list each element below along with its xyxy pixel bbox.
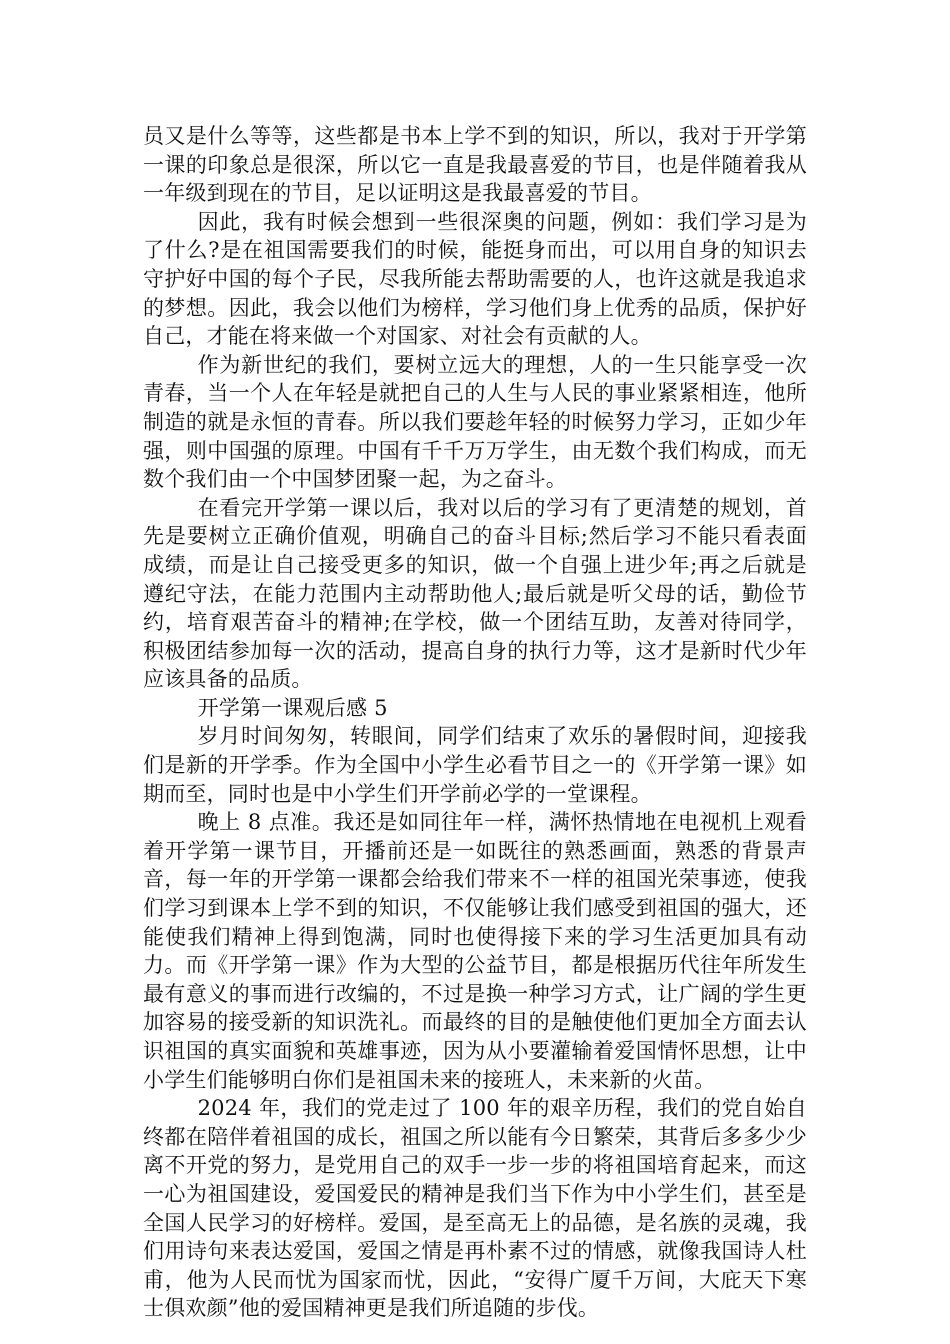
paragraph: 在看完开学第一课以后，我对以后的学习有了更清楚的规划，首先是要树立正确价值观，明确自己的奋斗目标;然后学习不能只看表面成绩，而是让自己接受更多的知识，做一个自强上进少年;再之后就是遵纪守法，在能力范围内主动帮助他人;最后就是听父母的话，勤俭节约，培育艰苦奋斗的精神;在学校，做一个团结互助，友善对待同学，积极团结参加每一次的活动，提高自身的执行力等，这才是新时代少年应该具备的品质。 <box>143 495 807 692</box>
section-heading: 开学第一课观后感 5 <box>197 695 388 720</box>
paragraph: 作为新世纪的我们，要树立远大的理想，人的一生只能享受一次青春，当一个人在年轻是就把自己的人生与人民的事业紧紧相连，他所制造的就是永恒的青春。所以我们要趁年轻的时候努力学习，正如少年强，则中国强的原理。中国有千千万万学生，由无数个我们构成，而无数个我们由一个中国梦团聚一起，为之奋斗。 <box>143 352 807 492</box>
paragraph: 因此，我有时候会想到一些很深奥的问题，例如：我们学习是为了什么?是在祖国需要我们的时候，能挺身而出，可以用自身的知识去守护好中国的每个子民，尽我所能去帮助需要的人，也许这就是我追求的梦想。因此，我会以他们为榜样，学习他们身上优秀的品质，保护好自己，才能在将来做一个对国家、对社会有贡献的人。 <box>143 209 807 349</box>
paragraph: 2024 年，我们的党走过了 100 年的艰辛历程，我们的党自始自终都在陪伴着祖国的成长，祖国之所以能有今日繁荣，其背后多多少少离不开党的努力，是党用自己的双手一步一步的将祖国培育起来，而这一心为祖国建设，爱国爱民的精神是我们当下作为中小学生们，甚至是全国人民学习的好榜样。爱国，是至高无上的品德，是名族的灵魂，我们用诗句来表达爱国，爱国之情是再朴素不过的情感，就像我国诗人杜甫，他为人民而忧为国家而忧，因此，“安得广厦千万间，大庇天下寒士俱欢颜”他的爱国精神更是我们所追随的步伐。 <box>143 1096 807 1321</box>
paragraph: 晚上 8 点准。我还是如同往年一样，满怀热情地在电视机上观看着开学第一课节目，开播前还是一如既往的熟悉画面，熟悉的背景声音，每一年的开学第一课都会给我们带来不一样的祖国光荣事迹，使我们学习到课本上学不到的知识，不仅能够让我们感受到祖国的强大，还能使我们精神上得到饱满，同时也使得接下来的学习生活更加具有动力。而《开学第一课》作为大型的公益节目，都是根据历代往年所发生最有意义的事而进行改编的，不过是换一种学习方式，让广阔的学生更加容易的接受新的知识洗礼。而最终的目的是触使他们更加全方面去认识祖国的真实面貌和英雄事迹，因为从小要灌输着爱国情怀思想，让中小学生们能够明白你们是祖国未来的接班人，未来新的火苗。 <box>143 810 807 1092</box>
paragraph-continuation: 员又是什么等等，这些都是书本上学不到的知识，所以，我对于开学第一课的印象总是很深，所以它一直是我最喜爱的节目，也是伴随着我从一年级到现在的节目，足以证明这是我最喜爱的节目。 <box>143 124 807 206</box>
document-body <box>143 122 807 1323</box>
paragraph: 岁月时间匆匆，转眼间，同学们结束了欢乐的暑假时间，迎接我们是新的开学季。作为全国中小学生必看节目之一的《开学第一课》如期而至，同时也是中小学生们开学前必学的一堂课程。 <box>143 724 807 806</box>
